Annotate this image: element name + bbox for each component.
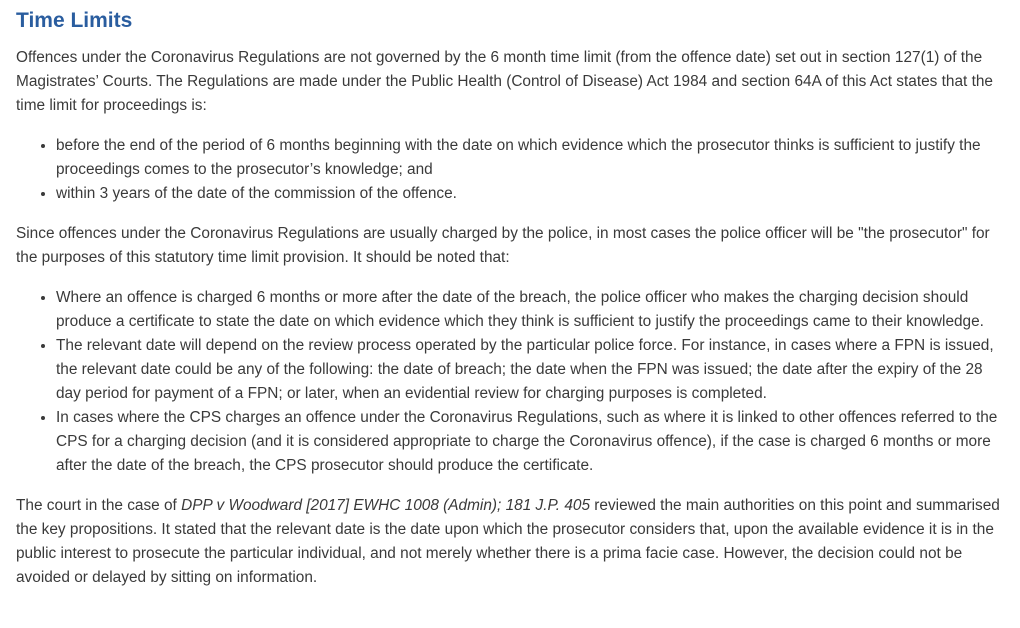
list-item: • before the end of the period of 6 months beginning with the date on which evidence which the prosecutor thinks is sufficient to justify the proceedings comes to the prosecutor’s knowledge; and bbox=[56, 134, 1006, 182]
list-item: • In cases where the CPS charges an offence under the Coronavirus Regulations, such as where it is linked to other offences referred to the CPS for a charging decision (and it is considered appropriate to charge the Coronavirus offence), if the case is charged 6 months or more after the date of the breach, the CPS prosecutor should produce the certificate. bbox=[56, 406, 1006, 478]
list-item: • The relevant date will depend on the review process operated by the particular police force. For instance, in cases where a FPN is issued, the relevant date could be any of the following: the date of breach; the date when the FPN was issued; the date after the expiry of the 28 day period for payment of a FPN; or later, when an evidential review for charging purposes is completed. bbox=[56, 334, 1006, 406]
case-citation: DPP v Woodward [2017] EWHC 1008 (Admin); 181 J.P. 405 bbox=[181, 497, 591, 514]
prosecutor-paragraph: Since offences under the Coronavirus Regulations are usually charged by the police, in most cases the police officer will be "the prosecutor" for the purposes of this statutory time limit provision. It should be noted that: bbox=[16, 225, 990, 266]
section-heading: Time Limits bbox=[16, 9, 133, 32]
list-item: • within 3 years of the date of the commission of the offence. bbox=[56, 182, 1006, 206]
list-item: • Where an offence is charged 6 months or more after the date of the breach, the police officer who makes the charging decision should produce a certificate to state the date on which evidence which they think is sufficient to justify the proceedings came to their knowledge. bbox=[56, 286, 1006, 334]
time-limit-list bbox=[16, 134, 1006, 206]
intro-paragraph: Offences under the Coronavirus Regulations are not governed by the 6 month time limit (from the offence date) set out in section 127(1) of the Magistrates’ Courts. The Regulations are made under the Public Health (Control of Disease) Act 1984 and section 64A of this Act states that the time limit for proceedings is: bbox=[16, 49, 993, 114]
case-law-body: reviewed the main authorities on this point and summarised the key propositions. It stated that the relevant date is the date upon which the prosecutor considers that, upon the available evidence it is in the public interest to prosecute the particular individual, and not merely whether there is a prima facie case. However, the decision could not be avoided or delayed by sitting on information. bbox=[16, 497, 1000, 586]
case-law-intro: The court in the case of bbox=[16, 497, 182, 514]
case-law-paragraph bbox=[16, 494, 1006, 590]
notes-list bbox=[16, 286, 1006, 478]
